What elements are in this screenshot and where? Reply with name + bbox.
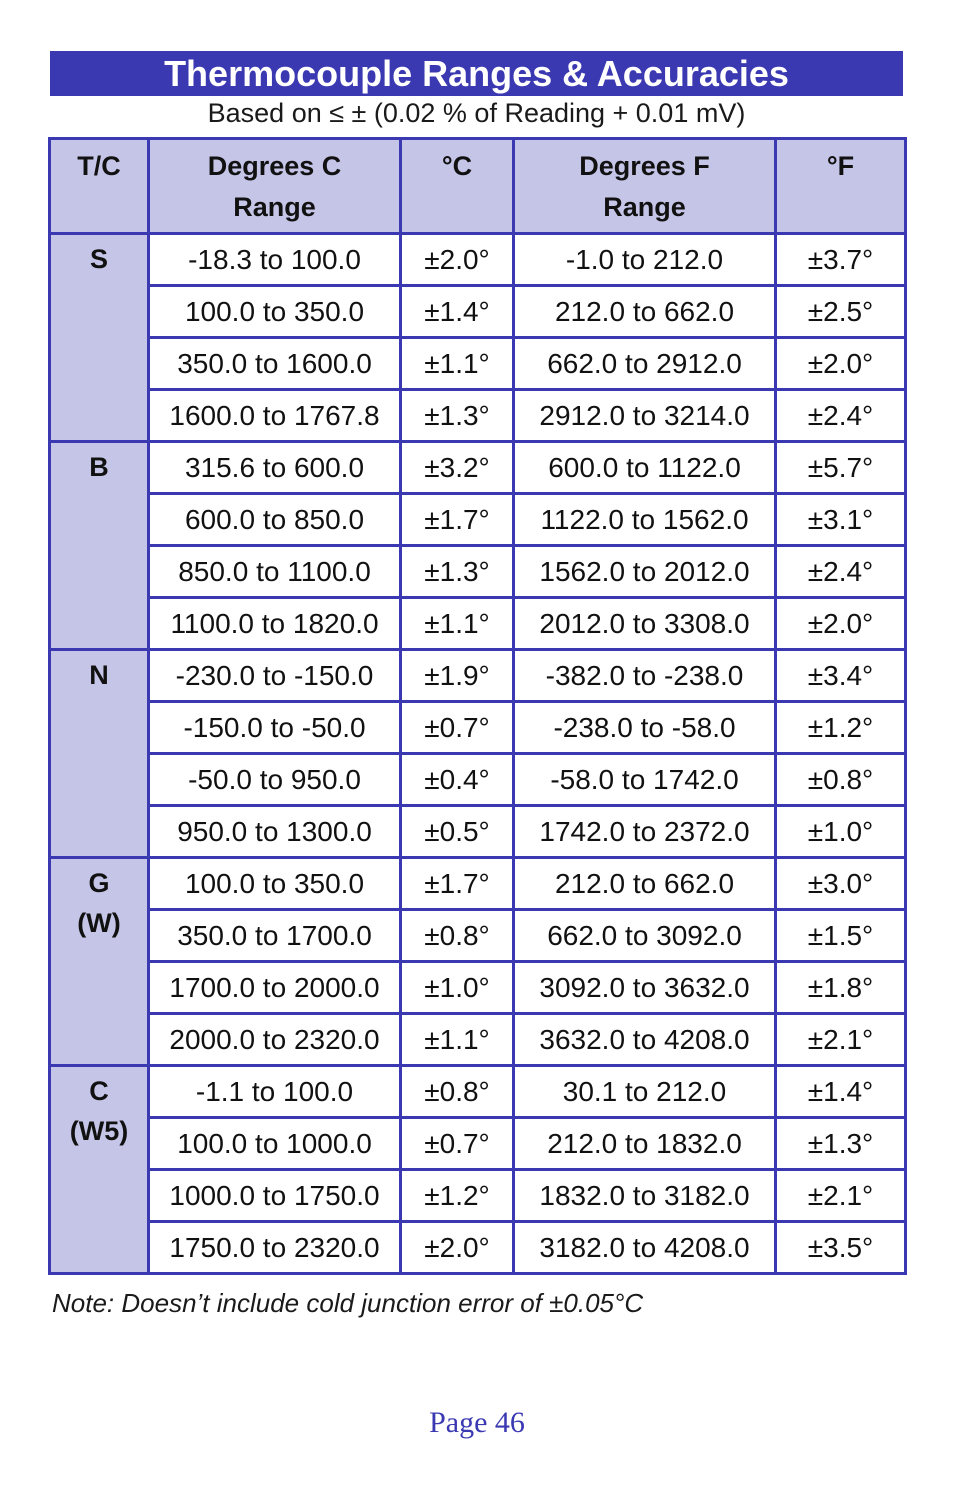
header-c-accuracy: °C xyxy=(401,139,514,234)
degrees-f-range-cell: 30.1 to 212.0 xyxy=(514,1066,776,1118)
footnote: Note: Doesn’t include cold junction error of ±0.05°C xyxy=(52,1288,644,1318)
table-row xyxy=(50,962,906,1014)
degrees-f-range-cell: -1.0 to 212.0 xyxy=(514,234,776,286)
c-accuracy-cell: ±1.1° xyxy=(401,598,514,650)
tc-type-cell xyxy=(50,442,149,650)
tc-type-label: C xyxy=(89,1076,109,1106)
tc-type-label: S xyxy=(89,244,108,274)
table-row xyxy=(50,1222,906,1274)
header-degrees-f-line2: Range xyxy=(603,192,686,222)
c-accuracy-cell: ±1.3° xyxy=(401,390,514,442)
degrees-c-range-cell: 1600.0 to 1767.8 xyxy=(149,390,401,442)
table-body xyxy=(50,234,906,1274)
header-degrees-c-line1: Degrees C xyxy=(207,151,342,181)
page-subtitle: Based on ≤ ± (0.02 % of Reading + 0.01 mV) xyxy=(207,98,746,128)
c-accuracy-cell: ±1.7° xyxy=(401,494,514,546)
f-accuracy-cell: ±2.1° xyxy=(776,1170,906,1222)
table-row xyxy=(50,546,906,598)
degrees-c-range-cell: 1000.0 to 1750.0 xyxy=(149,1170,401,1222)
page-number: Page 46 xyxy=(429,1406,525,1439)
tc-type-label: G xyxy=(88,868,110,898)
degrees-c-range-cell: 2000.0 to 2320.0 xyxy=(149,1014,401,1066)
f-accuracy-cell: ±3.5° xyxy=(776,1222,906,1274)
c-accuracy-cell: ±3.2° xyxy=(401,442,514,494)
f-accuracy-cell: ±3.0° xyxy=(776,858,906,910)
f-accuracy-cell: ±2.4° xyxy=(776,546,906,598)
c-accuracy-cell: ±1.7° xyxy=(401,858,514,910)
tc-type-label: (W) xyxy=(77,908,121,938)
degrees-c-range-cell: -230.0 to -150.0 xyxy=(149,650,401,702)
degrees-f-range-cell: -382.0 to -238.0 xyxy=(514,650,776,702)
degrees-c-range-cell: 1750.0 to 2320.0 xyxy=(149,1222,401,1274)
degrees-f-range-cell: -58.0 to 1742.0 xyxy=(514,754,776,806)
table-row xyxy=(50,390,906,442)
degrees-f-range-cell: 1832.0 to 3182.0 xyxy=(514,1170,776,1222)
degrees-f-range-cell: 212.0 to 662.0 xyxy=(514,858,776,910)
tc-type-cell xyxy=(50,1066,149,1274)
f-accuracy-cell: ±3.1° xyxy=(776,494,906,546)
degrees-c-range-cell: -1.1 to 100.0 xyxy=(149,1066,401,1118)
degrees-f-range-cell: 2012.0 to 3308.0 xyxy=(514,598,776,650)
degrees-f-range-cell: 1122.0 to 1562.0 xyxy=(514,494,776,546)
tc-type-label: (W5) xyxy=(69,1116,129,1146)
header-degrees-c-range xyxy=(149,139,401,234)
table-row xyxy=(50,598,906,650)
f-accuracy-cell: ±1.5° xyxy=(776,910,906,962)
degrees-f-range-cell: -238.0 to -58.0 xyxy=(514,702,776,754)
c-accuracy-cell: ±1.2° xyxy=(401,1170,514,1222)
degrees-f-range-cell: 2912.0 to 3214.0 xyxy=(514,390,776,442)
degrees-c-range-cell: 1700.0 to 2000.0 xyxy=(149,962,401,1014)
degrees-c-range-cell: 100.0 to 350.0 xyxy=(149,286,401,338)
degrees-c-range-cell: 950.0 to 1300.0 xyxy=(149,806,401,858)
degrees-c-range-cell: -50.0 to 950.0 xyxy=(149,754,401,806)
degrees-f-range-cell: 662.0 to 2912.0 xyxy=(514,338,776,390)
degrees-f-range-cell: 1742.0 to 2372.0 xyxy=(514,806,776,858)
f-accuracy-cell: ±2.0° xyxy=(776,338,906,390)
header-f-accuracy: °F xyxy=(776,139,906,234)
degrees-c-range-cell: 100.0 to 1000.0 xyxy=(149,1118,401,1170)
c-accuracy-cell: ±1.9° xyxy=(401,650,514,702)
f-accuracy-cell: ±2.1° xyxy=(776,1014,906,1066)
c-accuracy-cell: ±1.1° xyxy=(401,1014,514,1066)
c-accuracy-cell: ±2.0° xyxy=(401,234,514,286)
c-accuracy-cell: ±0.5° xyxy=(401,806,514,858)
degrees-c-range-cell: 350.0 to 1700.0 xyxy=(149,910,401,962)
table-row xyxy=(50,286,906,338)
f-accuracy-cell: ±2.5° xyxy=(776,286,906,338)
table-row xyxy=(50,702,906,754)
degrees-f-range-cell: 600.0 to 1122.0 xyxy=(514,442,776,494)
f-accuracy-cell: ±2.4° xyxy=(776,390,906,442)
degrees-c-range-cell: -18.3 to 100.0 xyxy=(149,234,401,286)
table-row xyxy=(50,910,906,962)
tc-type-cell xyxy=(50,650,149,858)
degrees-f-range-cell: 3092.0 to 3632.0 xyxy=(514,962,776,1014)
table-row xyxy=(50,650,906,702)
c-accuracy-cell: ±0.8° xyxy=(401,1066,514,1118)
tc-type-cell xyxy=(50,858,149,1066)
degrees-c-range-cell: 350.0 to 1600.0 xyxy=(149,338,401,390)
thermocouple-table xyxy=(48,137,907,1275)
table-row xyxy=(50,1014,906,1066)
f-accuracy-cell: ±0.8° xyxy=(776,754,906,806)
degrees-c-range-cell: -150.0 to -50.0 xyxy=(149,702,401,754)
table-row xyxy=(50,1170,906,1222)
f-accuracy-cell: ±2.0° xyxy=(776,598,906,650)
c-accuracy-cell: ±0.4° xyxy=(401,754,514,806)
header-degrees-f-line1: Degrees F xyxy=(579,151,710,181)
header-degrees-c-line2: Range xyxy=(233,192,316,222)
degrees-c-range-cell: 1100.0 to 1820.0 xyxy=(149,598,401,650)
degrees-f-range-cell: 1562.0 to 2012.0 xyxy=(514,546,776,598)
tc-type-cell xyxy=(50,234,149,442)
degrees-c-range-cell: 315.6 to 600.0 xyxy=(149,442,401,494)
table-row xyxy=(50,338,906,390)
table-row xyxy=(50,806,906,858)
degrees-f-range-cell: 3182.0 to 4208.0 xyxy=(514,1222,776,1274)
header-degrees-f-range xyxy=(514,139,776,234)
f-accuracy-cell: ±1.0° xyxy=(776,806,906,858)
degrees-c-range-cell: 100.0 to 350.0 xyxy=(149,858,401,910)
degrees-c-range-cell: 600.0 to 850.0 xyxy=(149,494,401,546)
c-accuracy-cell: ±1.4° xyxy=(401,286,514,338)
c-accuracy-cell: ±0.7° xyxy=(401,1118,514,1170)
degrees-f-range-cell: 212.0 to 662.0 xyxy=(514,286,776,338)
table-header xyxy=(50,139,906,234)
c-accuracy-cell: ±1.0° xyxy=(401,962,514,1014)
tc-type-label: N xyxy=(89,660,109,690)
f-accuracy-cell: ±3.7° xyxy=(776,234,906,286)
header-row xyxy=(50,139,906,234)
table-row xyxy=(50,442,906,494)
c-accuracy-cell: ±1.3° xyxy=(401,546,514,598)
table-row xyxy=(50,858,906,910)
f-accuracy-cell: ±5.7° xyxy=(776,442,906,494)
degrees-f-range-cell: 212.0 to 1832.0 xyxy=(514,1118,776,1170)
f-accuracy-cell: ±1.2° xyxy=(776,702,906,754)
c-accuracy-cell: ±1.1° xyxy=(401,338,514,390)
table-row xyxy=(50,1118,906,1170)
table-row xyxy=(50,1066,906,1118)
tc-type-label: B xyxy=(89,452,109,482)
degrees-f-range-cell: 662.0 to 3092.0 xyxy=(514,910,776,962)
header-tc: T/C xyxy=(50,139,149,234)
f-accuracy-cell: ±1.3° xyxy=(776,1118,906,1170)
f-accuracy-cell: ±3.4° xyxy=(776,650,906,702)
table-row xyxy=(50,494,906,546)
degrees-c-range-cell: 850.0 to 1100.0 xyxy=(149,546,401,598)
degrees-f-range-cell: 3632.0 to 4208.0 xyxy=(514,1014,776,1066)
c-accuracy-cell: ±0.8° xyxy=(401,910,514,962)
page-title: Thermocouple Ranges & Accuracies xyxy=(50,51,903,96)
f-accuracy-cell: ±1.8° xyxy=(776,962,906,1014)
table-row xyxy=(50,754,906,806)
c-accuracy-cell: ±2.0° xyxy=(401,1222,514,1274)
f-accuracy-cell: ±1.4° xyxy=(776,1066,906,1118)
table-row xyxy=(50,234,906,286)
c-accuracy-cell: ±0.7° xyxy=(401,702,514,754)
